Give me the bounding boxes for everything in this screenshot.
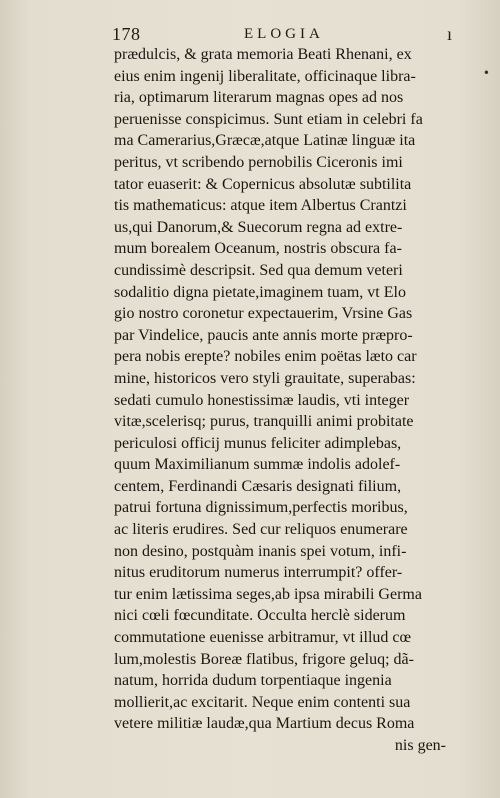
- text-line: nitus eruditorum numerus interrumpit? offer-: [114, 564, 403, 582]
- margin-mark: •: [482, 66, 490, 80]
- text-line: mine, historicos vero styli grauitate, superabas:: [114, 369, 416, 387]
- text-line: ma Camerarius,Græcæ,atque Latinæ linguæ ita: [114, 132, 416, 150]
- text-line: tur enim lætissima seges,ab ipsa mirabili Germa: [114, 585, 422, 603]
- text-line: quum Maximilianum summæ indolis adolef-: [114, 456, 401, 474]
- text-line: ria, optimarum literarum magnas opes ad nos: [114, 89, 404, 107]
- text-line: ac literis erudires. Sed cur reliquos enumerare: [114, 521, 408, 539]
- text-line: nis gen-: [394, 737, 446, 754]
- text-line: us,qui Danorum,& Suecorum regna ad extre-: [114, 218, 403, 236]
- text-line: prædulcis, & grata memoria Beati Rhenani, ex: [114, 46, 412, 63]
- page-number: 178: [112, 24, 141, 44]
- text-line: centem, Ferdinandi Cæsaris designati filium,: [114, 477, 402, 495]
- text-line: patrui fortuna dignissimum,perfectis moribus,: [114, 499, 408, 517]
- text-line: eius enim ingenij liberalitate, officinaque libra-: [114, 67, 416, 85]
- text-line: sedati cumulo honestissimæ laudis, vti integer: [114, 391, 410, 409]
- text-line: non desino, postquàm inanis spei votum, infi-: [114, 542, 407, 560]
- text-line: mum borealem Oceanum, nostris obscura fa-: [114, 240, 402, 258]
- text-line: commutatione euenisse arbitramur, vt illud cœ: [114, 629, 412, 647]
- text-line: sodalitio digna pietate,imaginem tuam, vt Elo: [114, 283, 406, 301]
- text-line: pera nobis erepte? nobiles enim poëtas læto car: [114, 348, 417, 366]
- body-text: [114, 44, 486, 757]
- text-line: nici cœli fœcunditate. Occulta herclè siderum: [114, 607, 406, 625]
- header-mark: ı: [446, 24, 452, 44]
- text-line: mollierit,ac excitarit. Neque enim contenti sua: [114, 693, 411, 711]
- text-line: vitæ,scelerisq; purus, tranquilli animi probitate: [114, 413, 414, 431]
- running-head: ELOGIA: [244, 26, 324, 42]
- text-line: peruenisse conspicimus. Sunt etiam in celebri fa: [114, 110, 423, 128]
- text-line: natum, horrida dudum torpentiaque ingenia: [114, 672, 392, 690]
- text-line: vetere militiæ laudæ,qua Martium decus Roma: [114, 715, 415, 733]
- text-line: gio nostro coronetur expectauerim, Vrsine Gas: [114, 305, 413, 323]
- text-line: tis mathematicus: atque item Albertus Crantzi: [114, 197, 407, 215]
- text-line: par Vindelice, paucis ante annis morte præpro-: [114, 326, 413, 344]
- text-line: periculosi officij munus feliciter adimplebas,: [114, 434, 402, 452]
- text-line: lum,molestis Boreæ flatibus, frigore geluq; dã-: [114, 650, 414, 668]
- text-line: cundissimè descripsit. Sed qua demum veteri: [114, 261, 403, 279]
- text-line: tator euaserit: & Copernicus absolutæ subtilita: [114, 175, 412, 193]
- text-line: peritus, vt scribendo pernobilis Ciceronis imi: [114, 153, 403, 171]
